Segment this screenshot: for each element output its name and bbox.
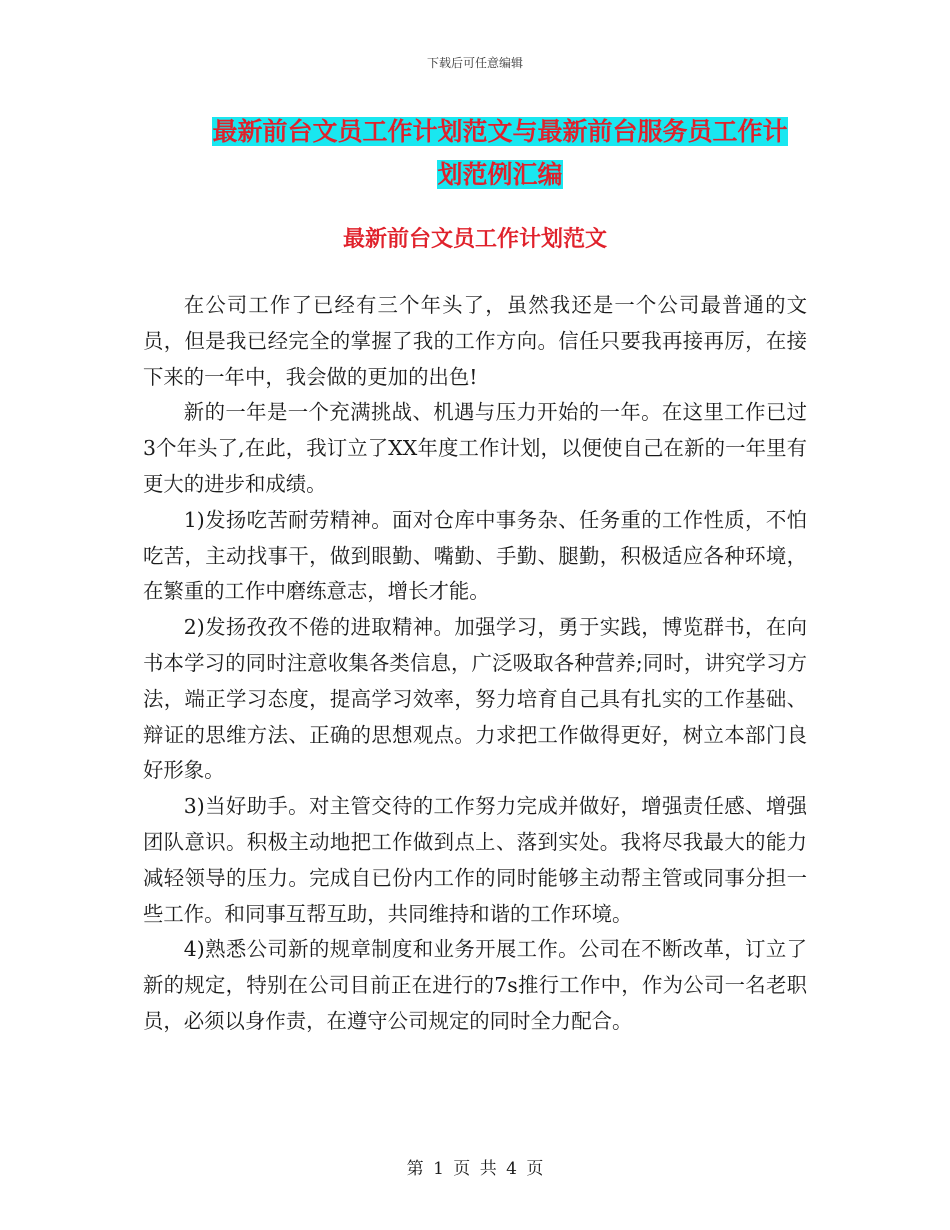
section-title: 最新前台文员工作计划范文 (342, 227, 607, 252)
header-note: 下载后可任意编辑 (426, 56, 523, 70)
title-line-1: 最新前台文员工作计划范文与最新前台服务员工作计 (212, 117, 788, 146)
paragraph: 1)发扬吃苦耐劳精神。面对仓库中事务杂、任务重的工作性质，不怕吃苦，主动找事干，做到眼勤、嘴勤、手勤、腿勤，积极适应各种环境，在繁重的工作中磨练意志，增长才能。 (143, 507, 807, 604)
paragraph: 新的一年是一个充满挑战、机遇与压力开始的一年。在这里工作已过3个年头了,在此，我订立了XX年度工作计划，以便使自己在新的一年里有更大的进步和成绩。 (143, 400, 807, 496)
body-text (143, 288, 807, 1040)
paragraph: 3)当好助手。对主管交待的工作努力完成并做好，增强责任感、增强团队意识。积极主动地把工作做到点上、落到实处。我将尽我最大的能力减轻领导的压力。完成自已份内工作的同时能够主动帮主管或同事分担一些工作。和同事互帮互助，共同维持和谐的工作环境。 (143, 794, 807, 926)
document-title (190, 110, 810, 196)
paragraph: 4)熟悉公司新的规章制度和业务开展工作。公司在不断改革，订立了新的规定，特别在公司目前正在进行的7s推行工作中，作为公司一名老职员，必须以身作责，在遵守公司规定的同时全力配合。 (143, 937, 807, 1033)
page-footer: 第 1 页 共 4 页 (406, 1159, 544, 1179)
paragraph: 在公司工作了已经有三个年头了，虽然我还是一个公司最普通的文员，但是我已经完全的掌握了我的工作方向。信任只要我再接再厉，在接下来的一年中，我会做的更加的出色! (143, 293, 807, 389)
title-line-2: 划范例汇编 (437, 160, 563, 189)
paragraph: 2)发扬孜孜不倦的进取精神。加强学习，勇于实践，博览群书，在向书本学习的同时注意收集各类信息，广泛吸取各种营养;同时，讲究学习方法，端正学习态度，提高学习效率，努力培育自己具有扎实的工作基础、辩证的思维方法、正确的思想观点。力求把工作做得更好，树立本部门良好形象。 (143, 615, 807, 783)
